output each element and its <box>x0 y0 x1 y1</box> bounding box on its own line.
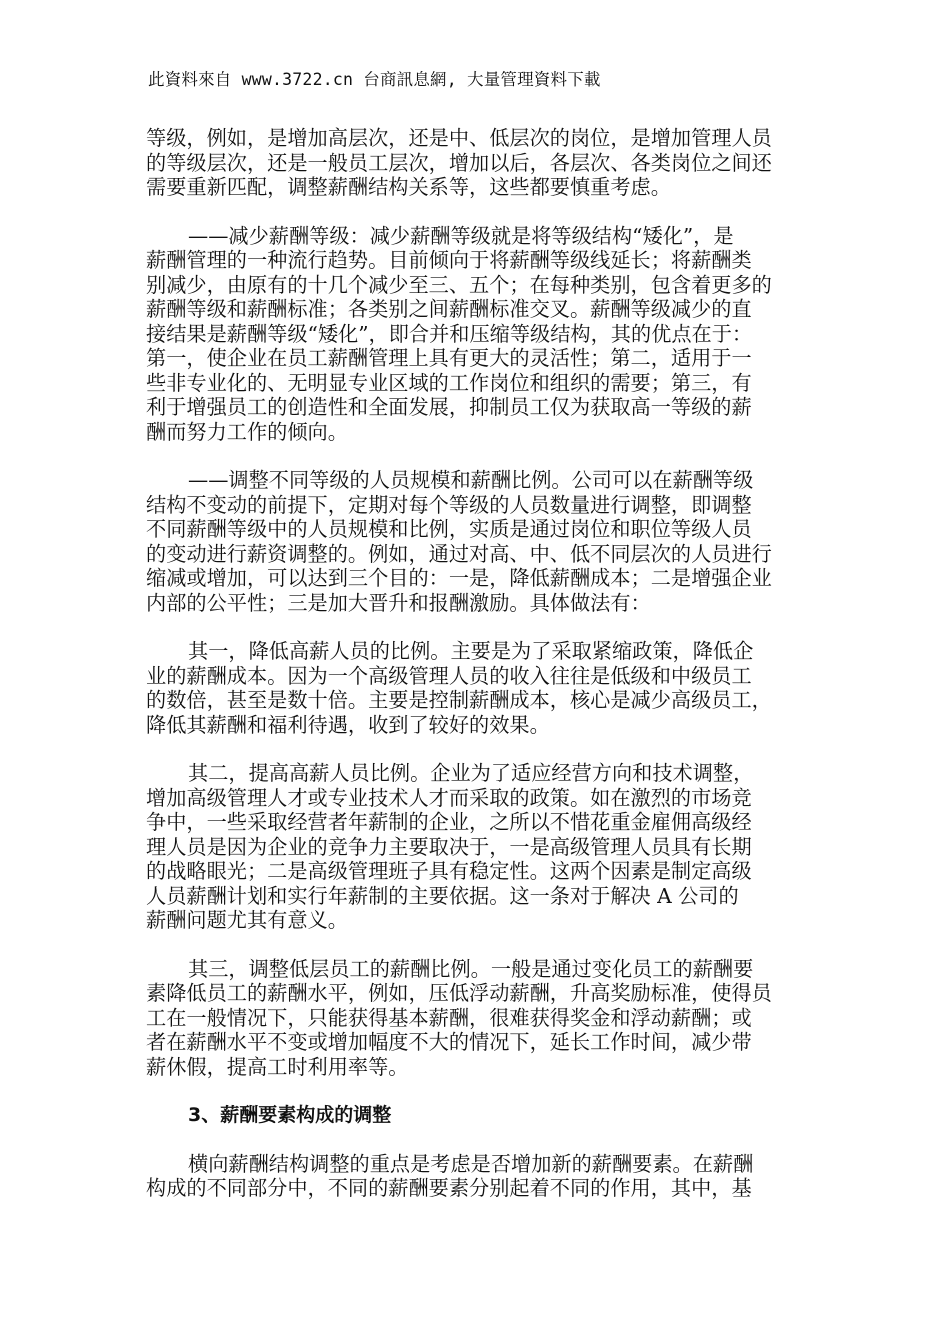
text-line: 者在薪酬水平不变或增加幅度不大的情况下，延长工作时间，减少带 <box>146 1030 752 1054</box>
text-line: 需要重新匹配，调整薪酬结构关系等，这些都要慎重考虑。 <box>146 175 671 199</box>
text-line: 理人员是因为企业的竞争力主要取决于，一是高级管理人员具有长期 <box>146 834 752 859</box>
text-line: 降低其薪酬和福利待遇，收到了较好的效果。 <box>146 712 550 737</box>
text-line: 其二，提高高薪人员比例。企业为了适应经营方向和技术调整， <box>188 761 754 785</box>
text-line: 内部的公平性；三是加大晋升和报酬激励。具体做法有： <box>146 590 651 615</box>
text-line: 不同薪酬等级中的人员规模和比例，实质是通过岗位和职位等级人员 <box>146 517 752 541</box>
text-line: 的变动进行薪资调整的。例如，通过对高、中、低不同层次的人员进行 <box>146 541 772 566</box>
page-header: 此資料來自 www.3722.cn 台商訊息網, 大量管理資料下載 <box>148 70 601 89</box>
text-line: 业的薪酬成本。因为一个高级管理人员的收入往往是低级和中级员工 <box>146 663 752 688</box>
text-line: ——减少薪酬等级：减少薪酬等级就是将等级结构“矮化”，是 <box>188 223 734 248</box>
paragraph-7 <box>146 1152 806 1201</box>
text-line: 增加高级管理人才或专业技术人才而采取的政策。如在激烈的市场竞 <box>146 785 752 810</box>
text-line: 的数倍，甚至是数十倍。主要是控制薪酬成本，核心是减少高级员工， <box>146 688 772 712</box>
paragraph-1 <box>146 126 806 200</box>
text-line: 横向薪酬结构调整的重点是考虑是否增加新的薪酬要素。在薪酬 <box>188 1151 754 1176</box>
text-line: 的战略眼光；二是高级管理班子具有稳定性。这两个因素是制定高级 <box>146 859 752 883</box>
text-line: 构成的不同部分中，不同的薪酬要素分别起着不同的作用，其中，基 <box>146 1176 752 1200</box>
text-line: 酬而努力工作的倾向。 <box>146 419 348 444</box>
text-line: 争中，一些采取经营者年薪制的企业，之所以不惜花重金雇佣高级经 <box>146 810 752 834</box>
text-line: ——调整不同等级的人员规模和薪酬比例。公司可以在薪酬等级 <box>188 468 754 492</box>
text-line: 其一，降低高薪人员的比例。主要是为了采取紧缩政策，降低企 <box>188 639 754 663</box>
text-line: 缩减或增加，可以达到三个目的：一是，降低薪酬成本；二是增强企业 <box>146 566 772 590</box>
document-body <box>146 126 806 1201</box>
text-line: 薪酬等级和薪酬标准；各类别之间薪酬标准交叉。薪酬等级减少的直 <box>146 297 752 321</box>
paragraph-5 <box>146 761 806 933</box>
section-heading: 3、薪酬要素构成的调整 <box>188 1104 392 1126</box>
text-line: 工在一般情况下，只能获得基本薪酬，很难获得奖金和浮动薪酬；或 <box>146 1005 752 1030</box>
paragraph-3 <box>146 468 806 615</box>
text-line: 的等级层次，还是一般员工层次，增加以后，各层次、各类岗位之间还 <box>146 150 772 175</box>
text-line: 第一，使企业在员工薪酬管理上具有更大的灵活性；第二，适用于一 <box>146 346 752 370</box>
text-line: 其三，调整低层员工的薪酬比例。一般是通过变化员工的薪酬要 <box>188 956 754 981</box>
text-line: 薪酬问题尤其有意义。 <box>146 908 348 932</box>
text-line: 利于增强员工的创造性和全面发展，抑制员工仅为获取高一等级的薪 <box>146 395 752 419</box>
text-line: 薪休假，提高工时利用率等。 <box>146 1054 409 1079</box>
text-line: 人员薪酬计划和实行年薪制的主要依据。这一条对于解决 A 公司的 <box>146 883 739 908</box>
text-line: 素降低员工的薪酬水平，例如，压低浮动薪酬，升高奖励标准，使得员 <box>146 981 772 1005</box>
text-line: 别减少，由原有的十几个减少至三、五个；在每种类别，包含着更多的 <box>146 272 772 297</box>
paragraph-6 <box>146 957 806 1080</box>
paragraph-4 <box>146 639 806 737</box>
text-line: 些非专业化的、无明显专业区域的工作岗位和组织的需要；第三，有 <box>146 370 752 395</box>
paragraph-2 <box>146 224 806 445</box>
text-line: 薪酬管理的一种流行趋势。目前倾向于将薪酬等级线延长；将薪酬类 <box>146 248 752 272</box>
text-line: 接结果是薪酬等级“矮化”，即合并和压缩等级结构，其的优点在于： <box>146 321 753 346</box>
text-line: 等级，例如，是增加高层次，还是中、低层次的岗位，是增加管理人员 <box>146 126 772 150</box>
text-line: 结构不变动的前提下，定期对每个等级的人员数量进行调整，即调整 <box>146 492 752 517</box>
